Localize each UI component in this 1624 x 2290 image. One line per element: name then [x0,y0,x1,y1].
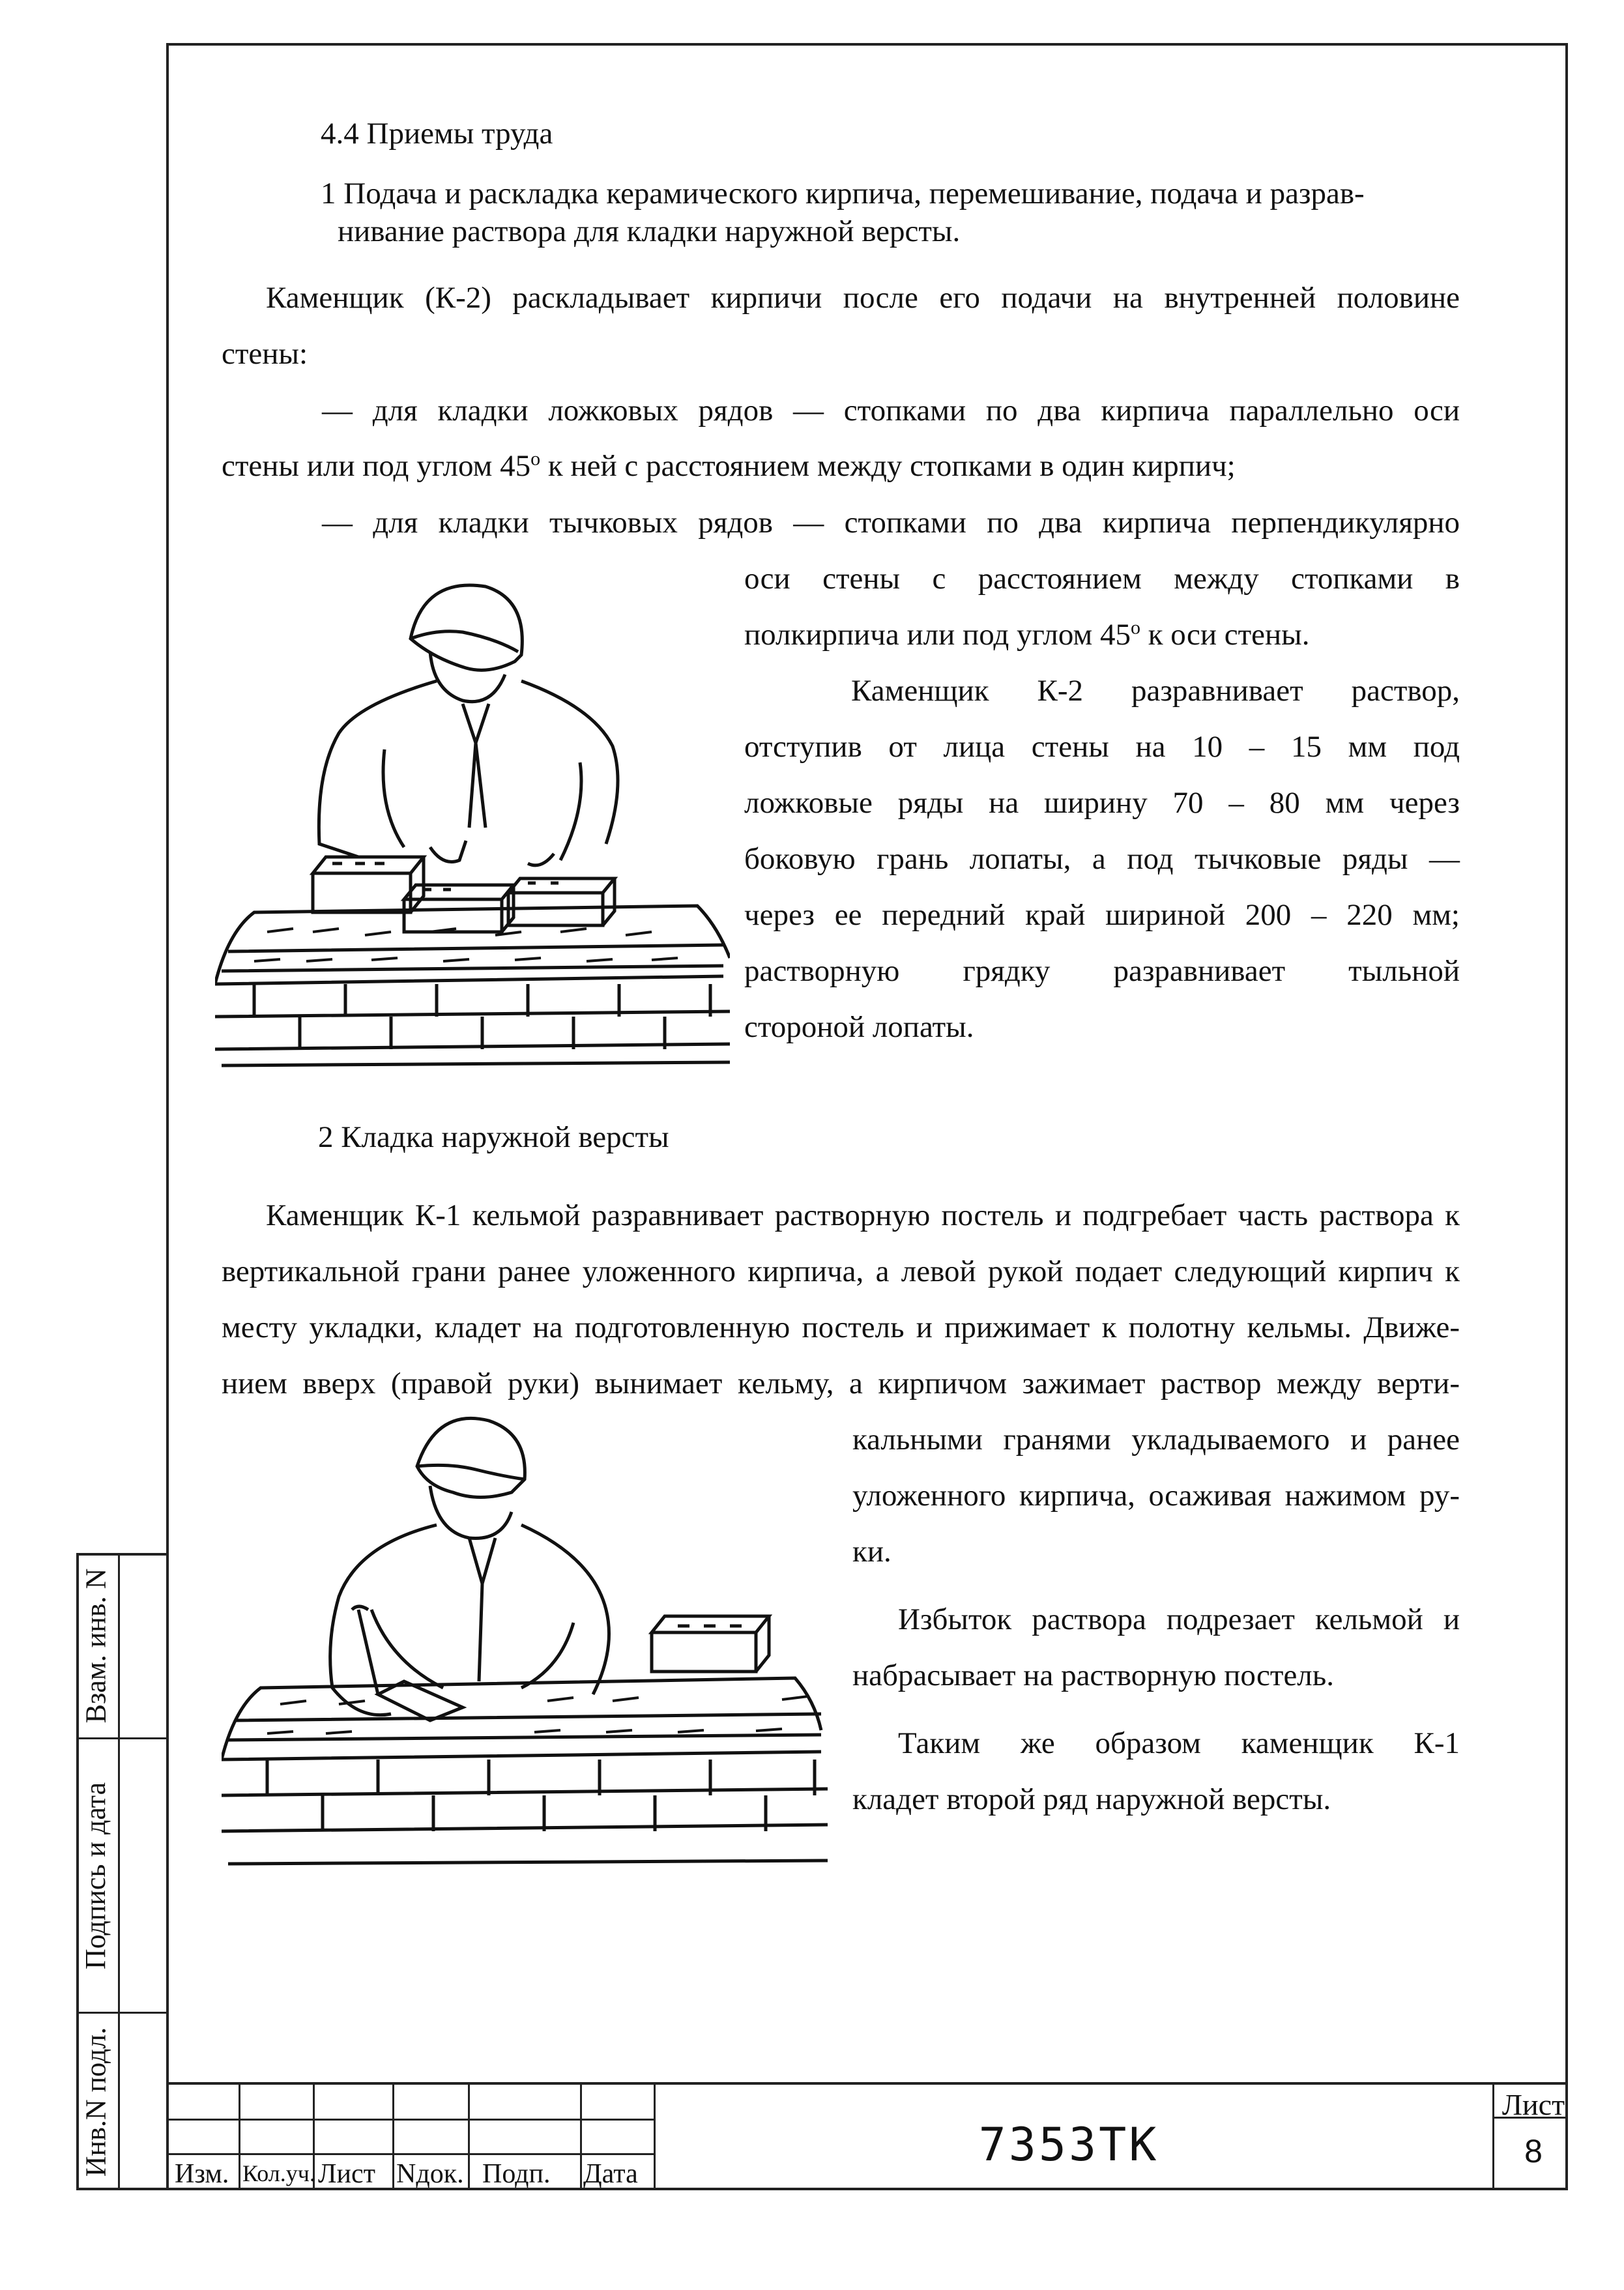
para3-line: уложенного кирпича, осаживая нажимом ру- [852,1479,1460,1513]
bullet2-line1: — для кладки тычковых рядов — стопками по два кирпича перпендикулярно [322,506,1460,540]
bullet1-line1: — для кладки ложковых рядов — стопками по два кирпича параллельно оси [322,394,1460,428]
para2-line: растворную грядку разравнивает тыльной [744,954,1460,988]
item1-title-line2: нивание раствора для кладки наружной версты. [338,214,961,248]
sheet-label: Лист [1501,2088,1565,2121]
bullet1-line2: стены или под углом $45^о$ к ней с расстоянием между стопками в один кирпич; [222,448,1236,483]
section-heading: 4.4 Приемы труда [321,117,553,151]
brick-wall [222,1678,828,1864]
stamp-vzam-inv: Взам. инв. N [80,1568,112,1724]
stamp-divider [118,1556,120,2188]
brick-stacks [313,857,615,932]
tb-col [239,2082,240,2190]
para3-line: кальными гранями укладываемого и ранее [852,1423,1460,1457]
bullet2-line3: полкирпича или под углом $45^о$ к оси стены. [744,616,1310,652]
stamp-inv-podl: Инв.N подл. [80,2027,112,2177]
para1-line2: стены: [222,337,308,371]
para3-line: Каменщик К-1 кельмой разравнивает растворную постель и подгребает часть раствора к [266,1198,1460,1232]
figure-1 [215,567,730,1069]
sheet-number: 8 [1524,2133,1543,2169]
tb-col [580,2082,582,2190]
para5-line2: кладет второй ряд наружной версты. [852,1782,1331,1816]
para1-line1: Каменщик (К-2) раскладывает кирпичи после его подачи на внутренней половине [266,281,1460,315]
para2-line: отступив от лица стены на 10 – 15 мм под [744,730,1460,764]
para3-line: вертикальной грани ранее уложенного кирпича, а левой рукой подает следующий кирпич к [222,1254,1460,1288]
mason-figure [319,585,618,865]
tb-col-ndok: Nдок. [396,2159,464,2189]
brick-wall [215,906,730,1065]
para2-line: боковую грань лопаты, а под тычковые ряды — [744,842,1460,876]
para2-line: через ее передний край шириной 200 – 220 мм; [744,898,1460,932]
tb-col [654,2082,656,2190]
para2-line: Каменщик К-2 разравнивает раствор, [851,674,1460,708]
para3-line: месту укладки, кладет на подготовленную постель и прижимает к полотну кельмы. Движе- [222,1311,1460,1344]
para2-line: ложковые ряды на ширину 70 – 80 мм через [744,786,1460,820]
item2-title: 2 Кладка наружной версты [318,1120,669,1154]
brick-on-wall [652,1616,769,1672]
stamp-podpis-data: Подпись и дата [80,1782,112,1969]
tb-col [392,2082,394,2190]
tb-col-koluch: Кол.уч. [242,2160,315,2186]
tb-col-podp: Подп. [482,2159,551,2189]
tb-col-list: Лист [318,2159,375,2189]
item1-title-line1: 1 Подача и раскладка керамического кирпича, перемешивание, подача и разрав- [321,177,1365,210]
para4-line1: Избыток раствора подрезает кельмой и [898,1602,1460,1636]
para4-line2: набрасывает на растворную постель. [852,1659,1334,1692]
para2-line: стороной лопаты. [744,1010,974,1044]
bullet2-line2: оси стены с расстоянием между стопками в [744,562,1460,596]
tb-col-data: Дата [583,2159,638,2189]
tb-col [468,2082,470,2190]
tb-col [1492,2082,1494,2190]
tb-col-izm: Изм. [175,2159,229,2189]
document-code: 7353ТК [978,2118,1159,2171]
figure-2 [222,1414,834,1870]
para5-line1: Таким же образом каменщик К-1 [898,1726,1460,1760]
para3-line: нием вверх (правой руки) вынимает кельму, а кирпичом зажимает раствор между верти- [222,1367,1460,1400]
para3-line: ки. [852,1535,892,1569]
